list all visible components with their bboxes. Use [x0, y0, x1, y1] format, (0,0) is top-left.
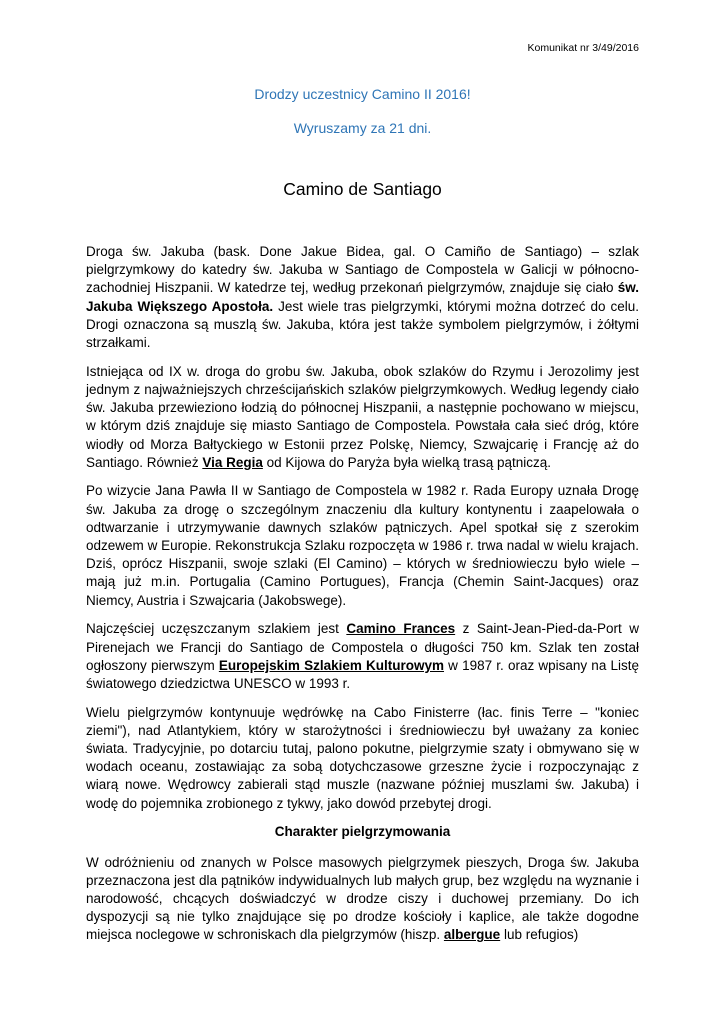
paragraph-2 — [86, 363, 639, 472]
paragraph-2-text-a: Istniejąca od IX w. droga do grobu św. Jakuba, obok szlaków do Rzymu i Jerozolimy jest jednym z najważniejszych chrześcijańskich szlaków pielgrzymkowych. Według legendy ciało św. Jakuba przewieziono łodzią do północnej Hiszpanii, a następnie pochowano w miejscu, w którym dziś znajduje się miasto Santiago de Compostela. Powstała cała sieć dróg, które wiodły od Morza Bałtyckiego w Estonii przez Polskę, Niemcy, Szwajcarię i Francję aż do Santiago. Również — [86, 363, 639, 470]
paragraph-4-text-c: w 1987 r. oraz wpisany na Listę światowego dziedzictwa UNESCO w 1993 r. — [86, 657, 640, 691]
apostle-name-bold: św. Jakuba Większego Apostoła. — [86, 280, 639, 314]
greeting-line-1: Drodzy uczestnicy Camino II 2016! — [254, 86, 471, 102]
paragraph-1-text-a: Droga św. Jakuba (bask. Done Jakue Bidea, gal. O Camiño de Santiago) – szlak pielgrzymkowy do katedry św. Jakuba w Santiago de Compostela w Galicji w północno-zachodniej Hiszpanii. W katedrze tej, według przekonań pielgrzymów, znajduje się ciało — [86, 244, 639, 296]
communique-number: Komunikat nr 3/49/2016 — [527, 42, 639, 54]
european-cultural-route-link[interactable]: Europejskim Szlakiem Kulturowym — [218, 657, 445, 673]
section-heading: Charakter pielgrzymowania — [274, 824, 451, 840]
paragraph-1 — [86, 243, 639, 352]
paragraph-1-text-c: Jest wiele tras pielgrzymki, którymi można dotrzeć do celu. Drogi oznaczona są muszlą św. Jakuba, która jest także symbolem pielgrzymów, i żółtymi strzałkami. — [86, 298, 639, 351]
paragraph-3: Po wizycie Jana Pawła II w Santiago de Compostela w 1982 r. Rada Europy uznała Drogę św. Jakuba za drogę o szczególnym znaczeniu dla kultury kontynentu i zaapelowała o odtwarzanie i utrzymywanie dawnych szlaków pątniczych. Apel spotkał się z szerokim odzewem w Europie. Rekonstrukcja Szlaku rozpoczęta w 1986 r. trwa nadal w wielu krajach. Dziś, oprócz Hiszpanii, swoje szlaki (El Camino) – których w średniowieczu było wiele – mają już m.in. Portugalia (Camino Portugues), Francja (Chemin Saint-Jacques) oraz Niemcy, Austria i Szwajcaria (Jakobswege). — [86, 483, 639, 608]
paragraph-5: Wielu pielgrzymów kontynuuje wędrówkę na Cabo Finisterre (łac. finis Terre – "koniec ziemi"), nad Atlantykiem, który w starożytności i średniowieczu był uważany za koniec świata. Tradycyjnie, po dotarciu tutaj, palono pokutne, pielgrzymie szaty i obmywano się w wodach oceanu, zostawiając za sobą dotychczasowe grzeszne życie i rozpoczynając z wiarą nowe. Wędrowcy zabierali stąd muszle (nazwane później muszlami św. Jakuba) i wodę do pojemnika zrobionego z tykwy, jako dowód przebytej drogi. — [86, 704, 639, 811]
greeting-line-2: Wyruszamy za 21 dni. — [293, 120, 432, 136]
paragraph-4-text-a: Najczęściej uczęszczanym szlakiem jest — [86, 621, 347, 637]
paragraph-2-text-c: od Kijowa do Paryża była wielką trasą pątniczą. — [262, 454, 552, 470]
paragraph-4 — [86, 620, 639, 693]
paragraph-6 — [86, 854, 639, 945]
camino-frances-link[interactable]: Camino Frances — [346, 621, 456, 637]
albergue-link[interactable]: albergue — [443, 927, 501, 943]
document-title: Camino de Santiago — [283, 179, 442, 199]
paragraph-4-text-b: z Saint-Jean-Pied-da-Port w Pirenejach we Francji do Santiago de Compostela o długości 750 km. Szlak ten został ogłoszony pierwszym — [86, 621, 639, 673]
paragraph-6-text-a: W odróżnieniu od znanych w Polsce masowych pielgrzymek pieszych, Droga św. Jakuba przeznaczona jest dla pątników indywidualnych lub małych grup, bez względu na wyznanie i narodowość, chcących doświadczyć w drodze ciszy i duchowej przemiany. Do ich dyspozycji są nie tylko znajdujące się po drodze kościoły i kaplice, ale także dogodne miejsca noclegowe w schroniskach dla pielgrzymów (hiszp. — [86, 854, 639, 943]
document-body — [86, 243, 639, 955]
paragraph-6-text-c: lub refugios) — [500, 927, 579, 943]
via-regia-link[interactable]: Via Regia — [202, 454, 263, 470]
